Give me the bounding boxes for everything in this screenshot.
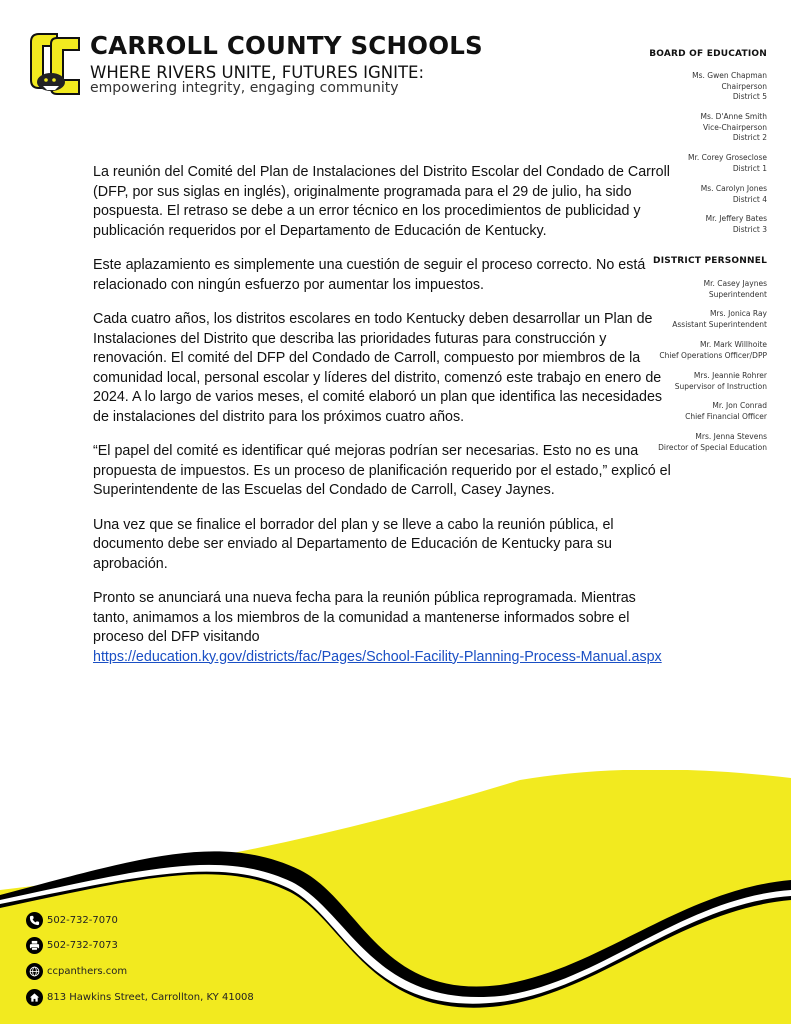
board-heading: BOARD OF EDUCATION <box>649 49 767 59</box>
personnel-member <box>659 340 767 361</box>
member-name: Ms. D'Anne Smith <box>700 112 767 121</box>
member-district: District 2 <box>732 133 767 142</box>
home-icon <box>26 989 43 1006</box>
personnel-heading: DISTRICT PERSONNEL <box>653 256 767 266</box>
body-paragraph: Una vez que se finalice el borrador del plan y se lleve a cabo la reunión pública, el documento debe ser enviado al Departamento de Educación de Kentucky para su aprobación. <box>93 516 614 572</box>
contact-website <box>26 963 127 980</box>
school-tagline: empowering integrity, engaging community <box>90 80 399 96</box>
contact-fax <box>26 937 118 954</box>
facility-manual-link[interactable]: https://education.ky.gov/districts/fac/Pages/School-Facility-Planning-Process-Manual.aspx <box>93 648 662 665</box>
board-member <box>692 71 767 103</box>
globe-icon <box>26 963 43 980</box>
member-role: Chairperson <box>721 81 767 91</box>
member-name: Mr. Jon Conrad <box>712 401 767 410</box>
member-role: Assistant Superintendent <box>672 319 767 329</box>
body-paragraph: La reunión del Comité del Plan de Instalaciones del Distrito Escolar del Condado de Carroll (DFP, por sus siglas en inglés), originalmente programada para el 29 de julio, ha sido pospuesta. El retraso se debe a un error técnico en los procedimientos de publicidad y publicación requeridos por el Departamento de Educación de Kentucky. <box>93 164 670 239</box>
member-name: Mrs. Jonica Ray <box>709 309 767 318</box>
member-name: Mr. Corey Groseclose <box>688 153 767 162</box>
body-paragraph-text: Pronto se anunciará una nueva fecha para la reunión pública reprogramada. Mientras tanto, animamos a los miembros de la comunidad a mantenerse informados sobre el proceso del DFP visitando <box>93 590 636 645</box>
member-district: District 3 <box>732 224 767 234</box>
contact-address <box>26 989 254 1006</box>
personnel-member <box>658 432 767 453</box>
member-role: Director of Special Education <box>658 442 767 452</box>
member-district: District 5 <box>732 92 767 101</box>
personnel-member <box>685 401 767 422</box>
member-district: District 4 <box>732 194 767 204</box>
board-member <box>706 214 767 235</box>
school-logo <box>27 32 83 98</box>
fax-number: 502-732-7073 <box>47 940 118 951</box>
board-member <box>701 184 767 205</box>
member-name: Ms. Carolyn Jones <box>700 184 767 193</box>
member-name: Mr. Jeffery Bates <box>705 214 767 223</box>
member-name: Ms. Gwen Chapman <box>692 71 767 80</box>
member-role: Chief Financial Officer <box>685 411 767 421</box>
fax-icon <box>26 937 43 954</box>
personnel-member <box>675 371 767 392</box>
phone-number: 502-732-7070 <box>47 915 118 926</box>
contact-phone <box>26 912 118 929</box>
personnel-member <box>672 309 767 330</box>
member-role: Superintendent <box>708 289 767 299</box>
school-motto: WHERE RIVERS UNITE, FUTURES IGNITE: <box>90 63 425 82</box>
member-role: Chief Operations Officer/DPP <box>659 350 767 360</box>
member-district: District 1 <box>732 163 767 173</box>
personnel-member <box>704 279 767 300</box>
address: 813 Hawkins Street, Carrollton, KY 41008 <box>47 992 254 1003</box>
member-name: Mrs. Jenna Stevens <box>695 432 767 441</box>
board-member <box>688 153 767 174</box>
body-paragraph: “El papel del comité es identificar qué mejoras podrían ser necesarias. Esto no es una propuesta de impuestos. Es un proceso de planificación requerido por el estado,” explicó el Superintendente de las Escuelas del Condado de Carroll, Casey Jaynes. <box>93 443 671 498</box>
member-role: Vice-Chairperson <box>703 122 767 132</box>
phone-icon <box>26 912 43 929</box>
body-paragraph: Cada cuatro años, los distritos escolares en todo Kentucky deben desarrollar un Plan de Instalaciones del Distrito que describa las prioridades futuras para construcción y renovación. El comité del DFP del Condado de Carroll, compuesto por miembros de la comunidad local, personal escolar y líderes del distrito, comenzó este trabajo en enero de 2024. A lo largo de varios meses, el comité elaboró un plan que identifica las necesidades de instalaciones del distrito para los próximos cuatro años. <box>93 311 663 425</box>
body-paragraph: Este aplazamiento es simplemente una cuestión de seguir el proceso correcto. No está relacionado con ningún esfuerzo por aumentar los impuestos. <box>93 257 646 293</box>
school-name: CARROLL COUNTY SCHOOLS <box>90 31 483 60</box>
member-role: Supervisor of Instruction <box>674 381 767 391</box>
body-paragraph <box>93 589 673 667</box>
member-name: Mrs. Jeannie Rohrer <box>693 371 767 380</box>
footer-wave <box>0 770 791 1024</box>
letter-body <box>93 163 673 667</box>
member-name: Mr. Mark Willhoite <box>700 340 767 349</box>
website: ccpanthers.com <box>47 966 128 977</box>
board-member <box>701 112 767 144</box>
member-name: Mr. Casey Jaynes <box>703 279 767 288</box>
